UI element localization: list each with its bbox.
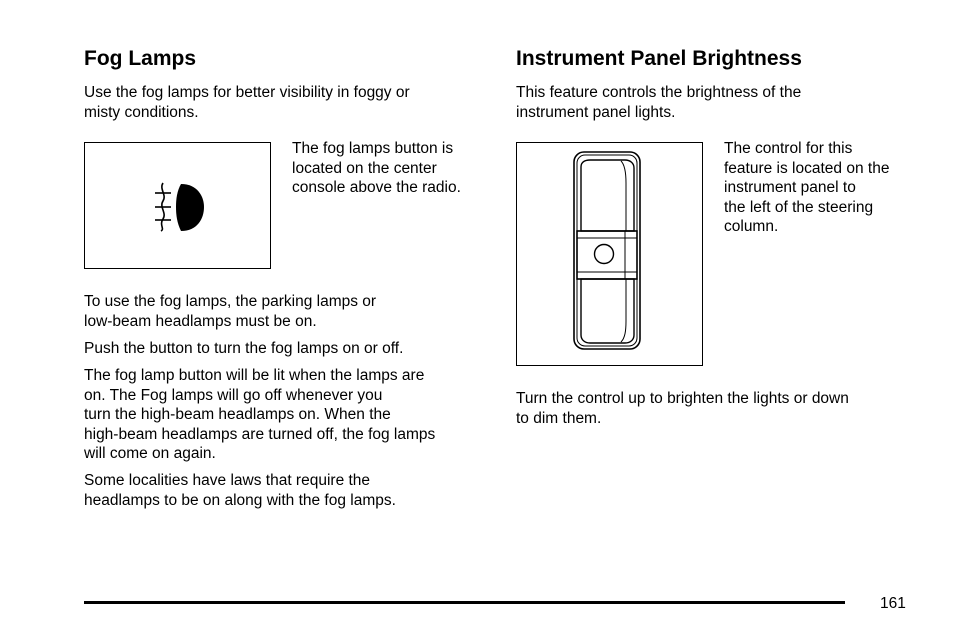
- paragraph-line: high-beam headlamps are turned off, the fog lamps: [84, 425, 436, 443]
- intro-line: Use the fog lamps for better visibility in foggy or: [84, 84, 410, 101]
- caption-line: located on the center: [292, 159, 437, 177]
- paragraph-line: on. The Fog lamps will go off whenever you: [84, 386, 383, 404]
- paragraph-line: Some localities have laws that require the: [84, 472, 371, 489]
- caption-line: instrument panel to: [724, 179, 856, 196]
- intro-line: misty conditions.: [84, 103, 199, 121]
- instrument-panel-brightness-heading: Instrument Panel Brightness: [516, 47, 802, 70]
- brightness-control-figure: [516, 142, 703, 366]
- paragraph-line: turn the high-beam headlamps on. When the: [84, 406, 391, 423]
- fog-lamps-paragraph-4: [84, 471, 396, 510]
- paragraph-line: Turn the control up to brighten the lights or down: [516, 390, 849, 407]
- fog-lamps-intro: [84, 83, 410, 122]
- page-number: 161: [880, 595, 906, 612]
- thumbwheel-control-icon: [517, 143, 704, 367]
- fog-lamps-paragraph-1: [84, 292, 376, 331]
- paragraph-line: low-beam headlamps must be on.: [84, 312, 317, 330]
- brightness-intro: [516, 83, 801, 122]
- paragraph-line: Push the button to turn the fog lamps on or off.: [84, 340, 404, 357]
- fog-lamp-figure: [84, 142, 271, 269]
- intro-line: This feature controls the brightness of the: [516, 84, 802, 101]
- brightness-paragraph-1: [516, 389, 849, 428]
- paragraph-line: The fog lamp button will be lit when the lamps are: [84, 367, 425, 384]
- fog-lamps-paragraph-3: [84, 366, 435, 464]
- brightness-caption: [724, 139, 924, 237]
- caption-line: the left of the steering: [724, 198, 874, 216]
- footer-rule: [84, 601, 845, 604]
- paragraph-line: will come on again.: [84, 445, 216, 462]
- caption-line: The fog lamps button is: [292, 140, 454, 157]
- paragraph-line: To use the fog lamps, the parking lamps or: [84, 293, 377, 310]
- paragraph-line: headlamps to be on along with the fog lamps.: [84, 491, 396, 509]
- caption-line: column.: [724, 218, 779, 235]
- fog-lamps-heading: Fog Lamps: [84, 47, 197, 70]
- caption-line: console above the radio.: [292, 179, 461, 196]
- fog-lamps-paragraph-2: [84, 339, 403, 359]
- fog-lamps-caption: [292, 139, 492, 198]
- fog-lamp-icon: [85, 143, 272, 270]
- caption-line: The control for this: [724, 140, 853, 157]
- caption-line: feature is located on the: [724, 159, 890, 177]
- intro-line: instrument panel lights.: [516, 103, 676, 121]
- paragraph-line: to dim them.: [516, 409, 602, 427]
